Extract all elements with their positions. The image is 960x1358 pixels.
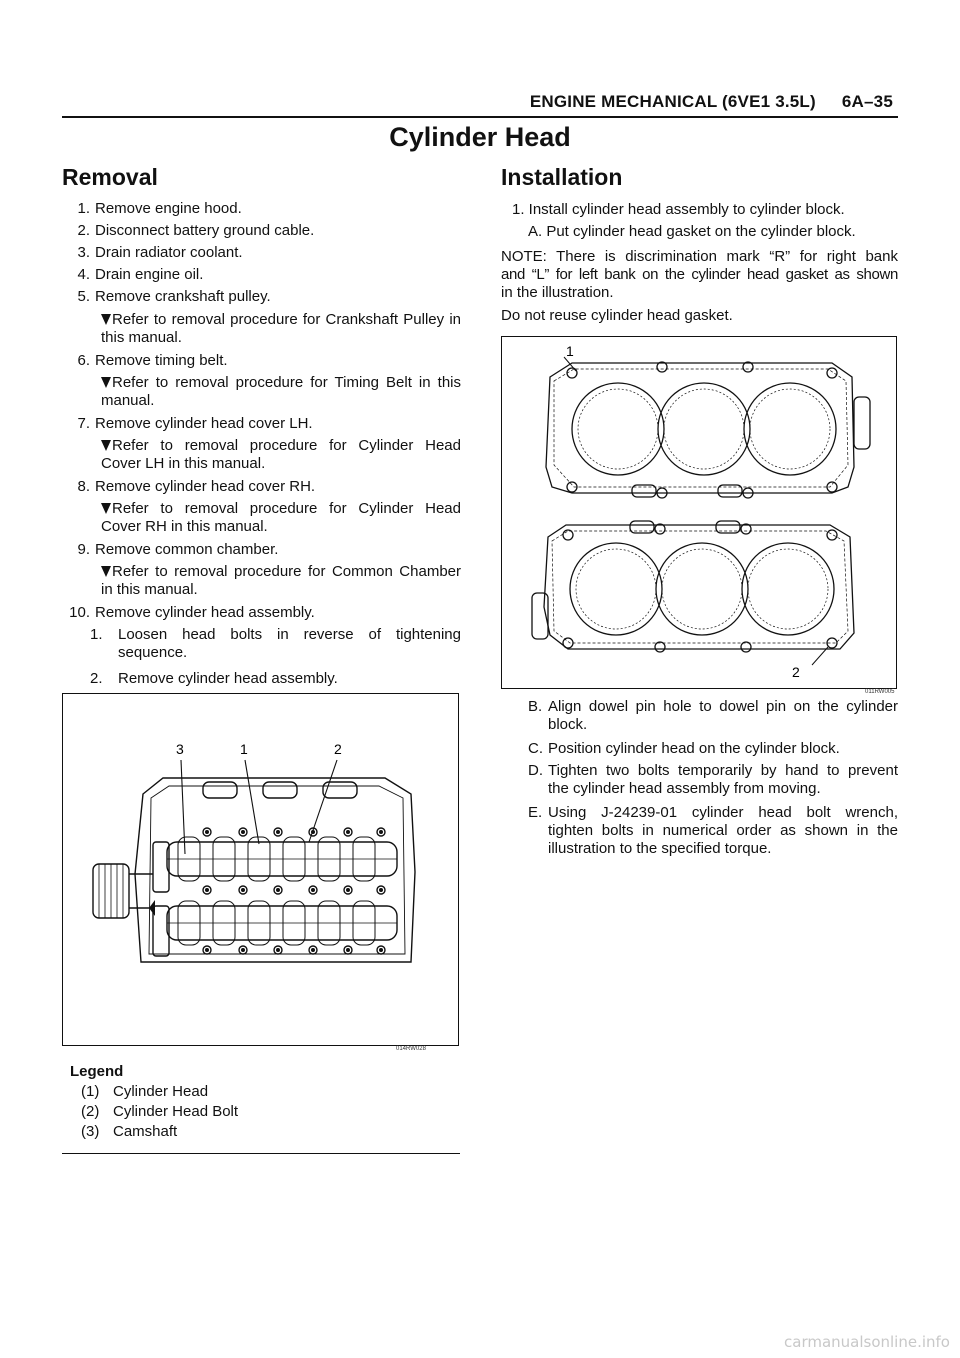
reuse-warning: Do not reuse cylinder head gasket. — [501, 307, 733, 324]
header-rule — [62, 116, 898, 118]
removal-steps — [62, 200, 462, 692]
list-item: C. Position cylinder head on the cylinder block. — [528, 740, 840, 757]
leader-line — [181, 760, 185, 854]
installation-step-1: 1. Install cylinder head assembly to cylinder block. — [512, 201, 845, 218]
page-header — [0, 92, 893, 112]
list-item: 9. Remove common chamber. — [77, 541, 279, 558]
legend-title: Legend — [70, 1063, 124, 1080]
watermark-footer: carmanualsonline.info — [784, 1333, 950, 1351]
legend-list — [81, 1083, 381, 1143]
callout-label: 1 — [566, 343, 574, 359]
reference-note: Refer to removal procedure for Timing Belt in this manual. — [101, 374, 461, 409]
callout-label: 1 — [240, 741, 248, 757]
triangle-bullet-icon — [101, 314, 111, 325]
list-item: 1. Remove engine hood. — [77, 200, 242, 217]
installation-heading: Installation — [501, 164, 623, 190]
list-item: (3) Camshaft — [81, 1123, 178, 1140]
list-item: (1) Cylinder Head — [81, 1083, 209, 1100]
list-item: (2) Cylinder Head Bolt — [81, 1103, 239, 1120]
installation-steps — [501, 698, 898, 864]
figure-id: 011RW005 — [865, 689, 895, 695]
gasket-note: NOTE: There is discrimination mark “R” for right bank and “L” for left bank on the cylinder head gasket as shown in the illustration. — [501, 248, 898, 301]
list-item: 7. Remove cylinder head cover LH. — [77, 415, 313, 432]
triangle-bullet-icon — [101, 440, 111, 451]
reference-note: Refer to removal procedure for Cylinder Head Cover LH in this manual. — [101, 437, 461, 472]
callout-label: 3 — [176, 741, 184, 757]
leader-line — [309, 760, 337, 842]
header-section: ENGINE MECHANICAL (6VE1 3.5L) — [529, 92, 816, 111]
reference-note: Refer to removal procedure for Cylinder Head Cover RH in this manual. — [101, 500, 461, 535]
list-item: 2. Disconnect battery ground cable. — [77, 222, 315, 239]
triangle-bullet-icon — [101, 566, 111, 577]
legend-rule — [62, 1153, 460, 1154]
callout-label: 2 — [792, 664, 800, 680]
head-gasket-illustration — [502, 337, 896, 688]
installation-step-a: A. Put cylinder head gasket on the cylinder block. — [528, 223, 856, 240]
figure-head-gaskets — [501, 336, 897, 689]
page-title: Cylinder Head — [389, 122, 571, 152]
list-item: B. Align dowel pin hole to dowel pin on the cylinder block. — [528, 698, 898, 733]
figure-id: 014RW028 — [396, 1046, 426, 1052]
removal-heading: Removal — [62, 164, 158, 190]
list-item: 5. Remove crankshaft pulley. — [77, 288, 271, 305]
sub-step: 2. Remove cylinder head assembly. — [90, 670, 338, 687]
reference-note: Refer to removal procedure for Common Chamber in this manual. — [101, 563, 461, 598]
reference-note: Refer to removal procedure for Crankshaft Pulley in this manual. — [101, 311, 461, 346]
list-item: 3. Drain radiator coolant. — [77, 244, 243, 261]
list-item: 4. Drain engine oil. — [77, 266, 204, 283]
sub-step: 1. Loosen head bolts in reverse of tightening sequence. — [90, 626, 461, 661]
figure-cylinder-head — [62, 693, 459, 1046]
list-item: 10. Remove cylinder head assembly. — [69, 604, 315, 621]
list-item: 6. Remove timing belt. — [77, 352, 228, 369]
callout-label: 2 — [334, 741, 342, 757]
leader-line — [812, 647, 828, 665]
triangle-bullet-icon — [101, 503, 111, 514]
triangle-bullet-icon — [101, 377, 111, 388]
list-item: 8. Remove cylinder head cover RH. — [77, 478, 316, 495]
list-item: D. Tighten two bolts temporarily by hand to prevent the cylinder head assembly from moving. — [528, 762, 898, 797]
cylinder-head-illustration — [63, 694, 458, 1045]
list-item: E. Using J-24239-01 cylinder head bolt wrench, tighten bolts in numerical order as shown in the illustration to the specified torque. — [528, 804, 898, 857]
header-page-number: 6A–35 — [841, 92, 893, 111]
